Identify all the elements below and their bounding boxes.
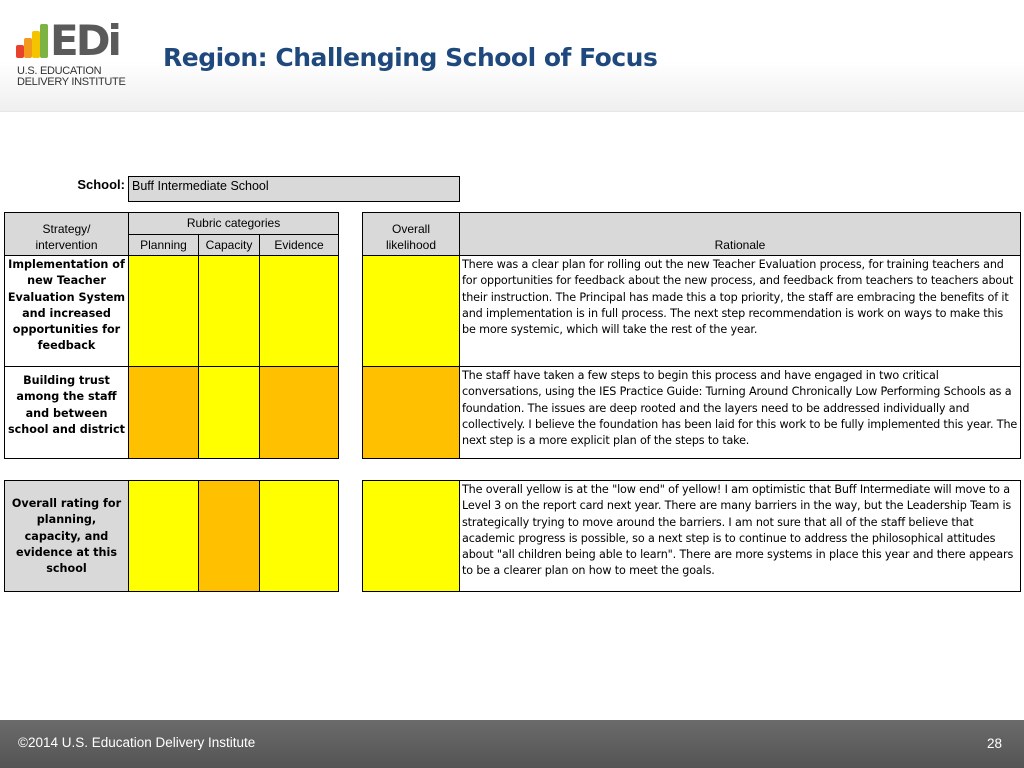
footer-copyright: ©2014 U.S. Education Delivery Institute bbox=[18, 735, 256, 750]
overall-strategy: Overall rating for planning, capacity, and evidence at this school bbox=[4, 480, 129, 592]
row-1-capacity-rating bbox=[198, 255, 260, 367]
row-2-capacity-rating bbox=[198, 366, 260, 459]
row-1-rationale: There was a clear plan for rolling out the new Teacher Evaluation process, for training teachers and for opportunities for feedback about the new process, and feedback from teachers to teachers about their instruction. The Principal has made this a top priority, the staff are embracing the benefits of it and implementation is in full process. The next step recommendation is work on ways to make this be more systemic, which will take the rest of the year. bbox=[459, 255, 1021, 367]
school-name-field: Buff Intermediate School bbox=[128, 176, 460, 202]
row-1-likelihood-rating bbox=[362, 255, 460, 367]
row-2-likelihood-rating bbox=[362, 366, 460, 459]
logo-line-1: U.S. EDUCATION bbox=[17, 65, 102, 77]
header-rationale: Rationale bbox=[459, 212, 1021, 256]
header-rubric-categories: Rubric categories bbox=[128, 212, 339, 235]
overall-planning-rating bbox=[128, 480, 199, 592]
overall-capacity-rating bbox=[198, 480, 260, 592]
slide-footer bbox=[0, 720, 1024, 768]
header-strategy: Strategy/ intervention bbox=[4, 212, 129, 256]
row-2-evidence-rating bbox=[259, 366, 339, 459]
header-capacity: Capacity bbox=[198, 234, 260, 256]
logo-bars-icon bbox=[16, 26, 48, 58]
header-evidence: Evidence bbox=[259, 234, 339, 256]
logo-wordmark: EDi bbox=[50, 16, 119, 65]
edi-logo bbox=[16, 16, 128, 92]
row-1-evidence-rating bbox=[259, 255, 339, 367]
page-number: 28 bbox=[986, 736, 1002, 751]
slide-header bbox=[0, 0, 1024, 112]
overall-evidence-rating bbox=[259, 480, 339, 592]
row-1-strategy: Implementation of new Teacher Evaluation System and increased opportunities for feedback bbox=[4, 255, 129, 367]
row-1-planning-rating bbox=[128, 255, 199, 367]
school-label: School: bbox=[77, 177, 125, 192]
header-planning: Planning bbox=[128, 234, 199, 256]
row-2-strategy: Building trust among the staff and between school and district bbox=[4, 366, 129, 459]
row-2-planning-rating bbox=[128, 366, 199, 459]
overall-rationale: The overall yellow is at the "low end" of yellow! I am optimistic that Buff Intermediate will move to a Level 3 on the report card next year. There are many barriers in the way, but the Leadership Team is strategically trying to move around the barriers. I am not sure that all of the staff believe that academic progress is possible, so a next step is to continue to address the philosophical attitudes about "all children being able to learn". There are more systems in place this year and there appears to be a clearer plan on how to meet the goals. bbox=[459, 480, 1021, 592]
page-title: Region: Challenging School of Focus bbox=[163, 43, 658, 72]
overall-likelihood-rating bbox=[362, 480, 460, 592]
header-overall-likelihood: Overall likelihood bbox=[362, 212, 460, 256]
row-2-rationale: The staff have taken a few steps to begin this process and have engaged in two critical conversations, using the IES Practice Guide: Turning Around Chronically Low Performing Schools as a foundation. The issues are deep rooted and the layers need to be addressed individually and collectively. I believe the foundation has been laid for this work to be fully implemented this year. The next step is a more explicit plan of the steps to take. bbox=[459, 366, 1021, 459]
logo-line-2: DELIVERY INSTITUTE bbox=[17, 76, 126, 88]
